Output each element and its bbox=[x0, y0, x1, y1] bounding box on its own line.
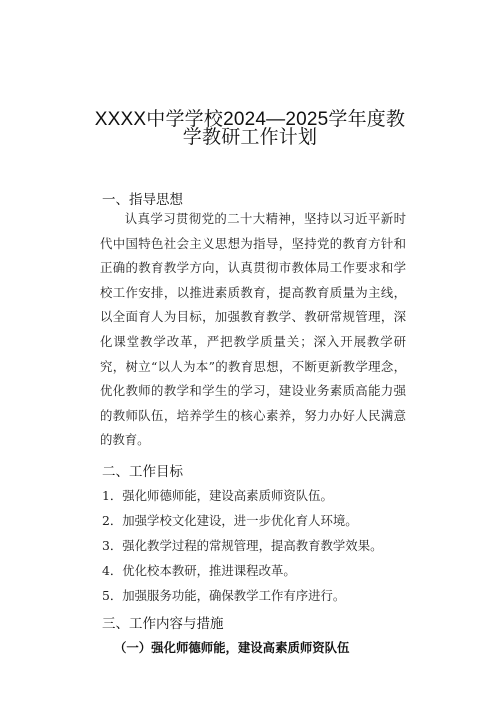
work-goal-item: 2．加强学校文化建设，进一步优化育人环境。 bbox=[102, 513, 358, 528]
document-title-line-1: XXXX中学学校2024—2025学年度教 bbox=[94, 109, 406, 130]
work-goal-item: 4．优化校本教研，推进课程改革。 bbox=[102, 563, 296, 578]
work-goal-item: 5．加强服务功能，确保教学工作有序进行。 bbox=[102, 588, 346, 603]
work-goal-item: 3．强化教学过程的常规管理，提高教育教学效果。 bbox=[102, 538, 383, 553]
section-heading-work-goals: 二、工作目标 bbox=[102, 464, 183, 480]
document-title-line-2: 学教研工作计划 bbox=[182, 127, 318, 148]
section-heading-content-measures: 三、工作内容与措施 bbox=[102, 616, 224, 632]
guiding-ideology-paragraph: 认真学习贯彻党的二十大精神，坚持以习近平新时代中国特色社会主义思想为指导，坚持党的教育方针和正确的教育教学方向，认真贯彻市教体局工作要求和学校工作安排，以推进素质教育，提高教育质量为主线，以全面育人为目标，加强教育教学、教研常规管理，深化课堂教学改革，严把教学质量关；深入开展教学研究，树立“以人为本”的教育思想，不断更新教学理念，优化教师的教学和学生的学习，建设业务素质高能力强的教师队伍，培养学生的核心素养，努力办好人民满意的教育。 bbox=[100, 211, 406, 448]
section-heading-guiding-ideology: 一、指导思想 bbox=[102, 192, 183, 208]
subsection-heading-teacher-ethics: （一）强化师德师能，建设高素质师资队伍 bbox=[114, 640, 350, 655]
work-goal-item: 1．强化师德师能，建设高素质师资队伍。 bbox=[102, 488, 333, 503]
